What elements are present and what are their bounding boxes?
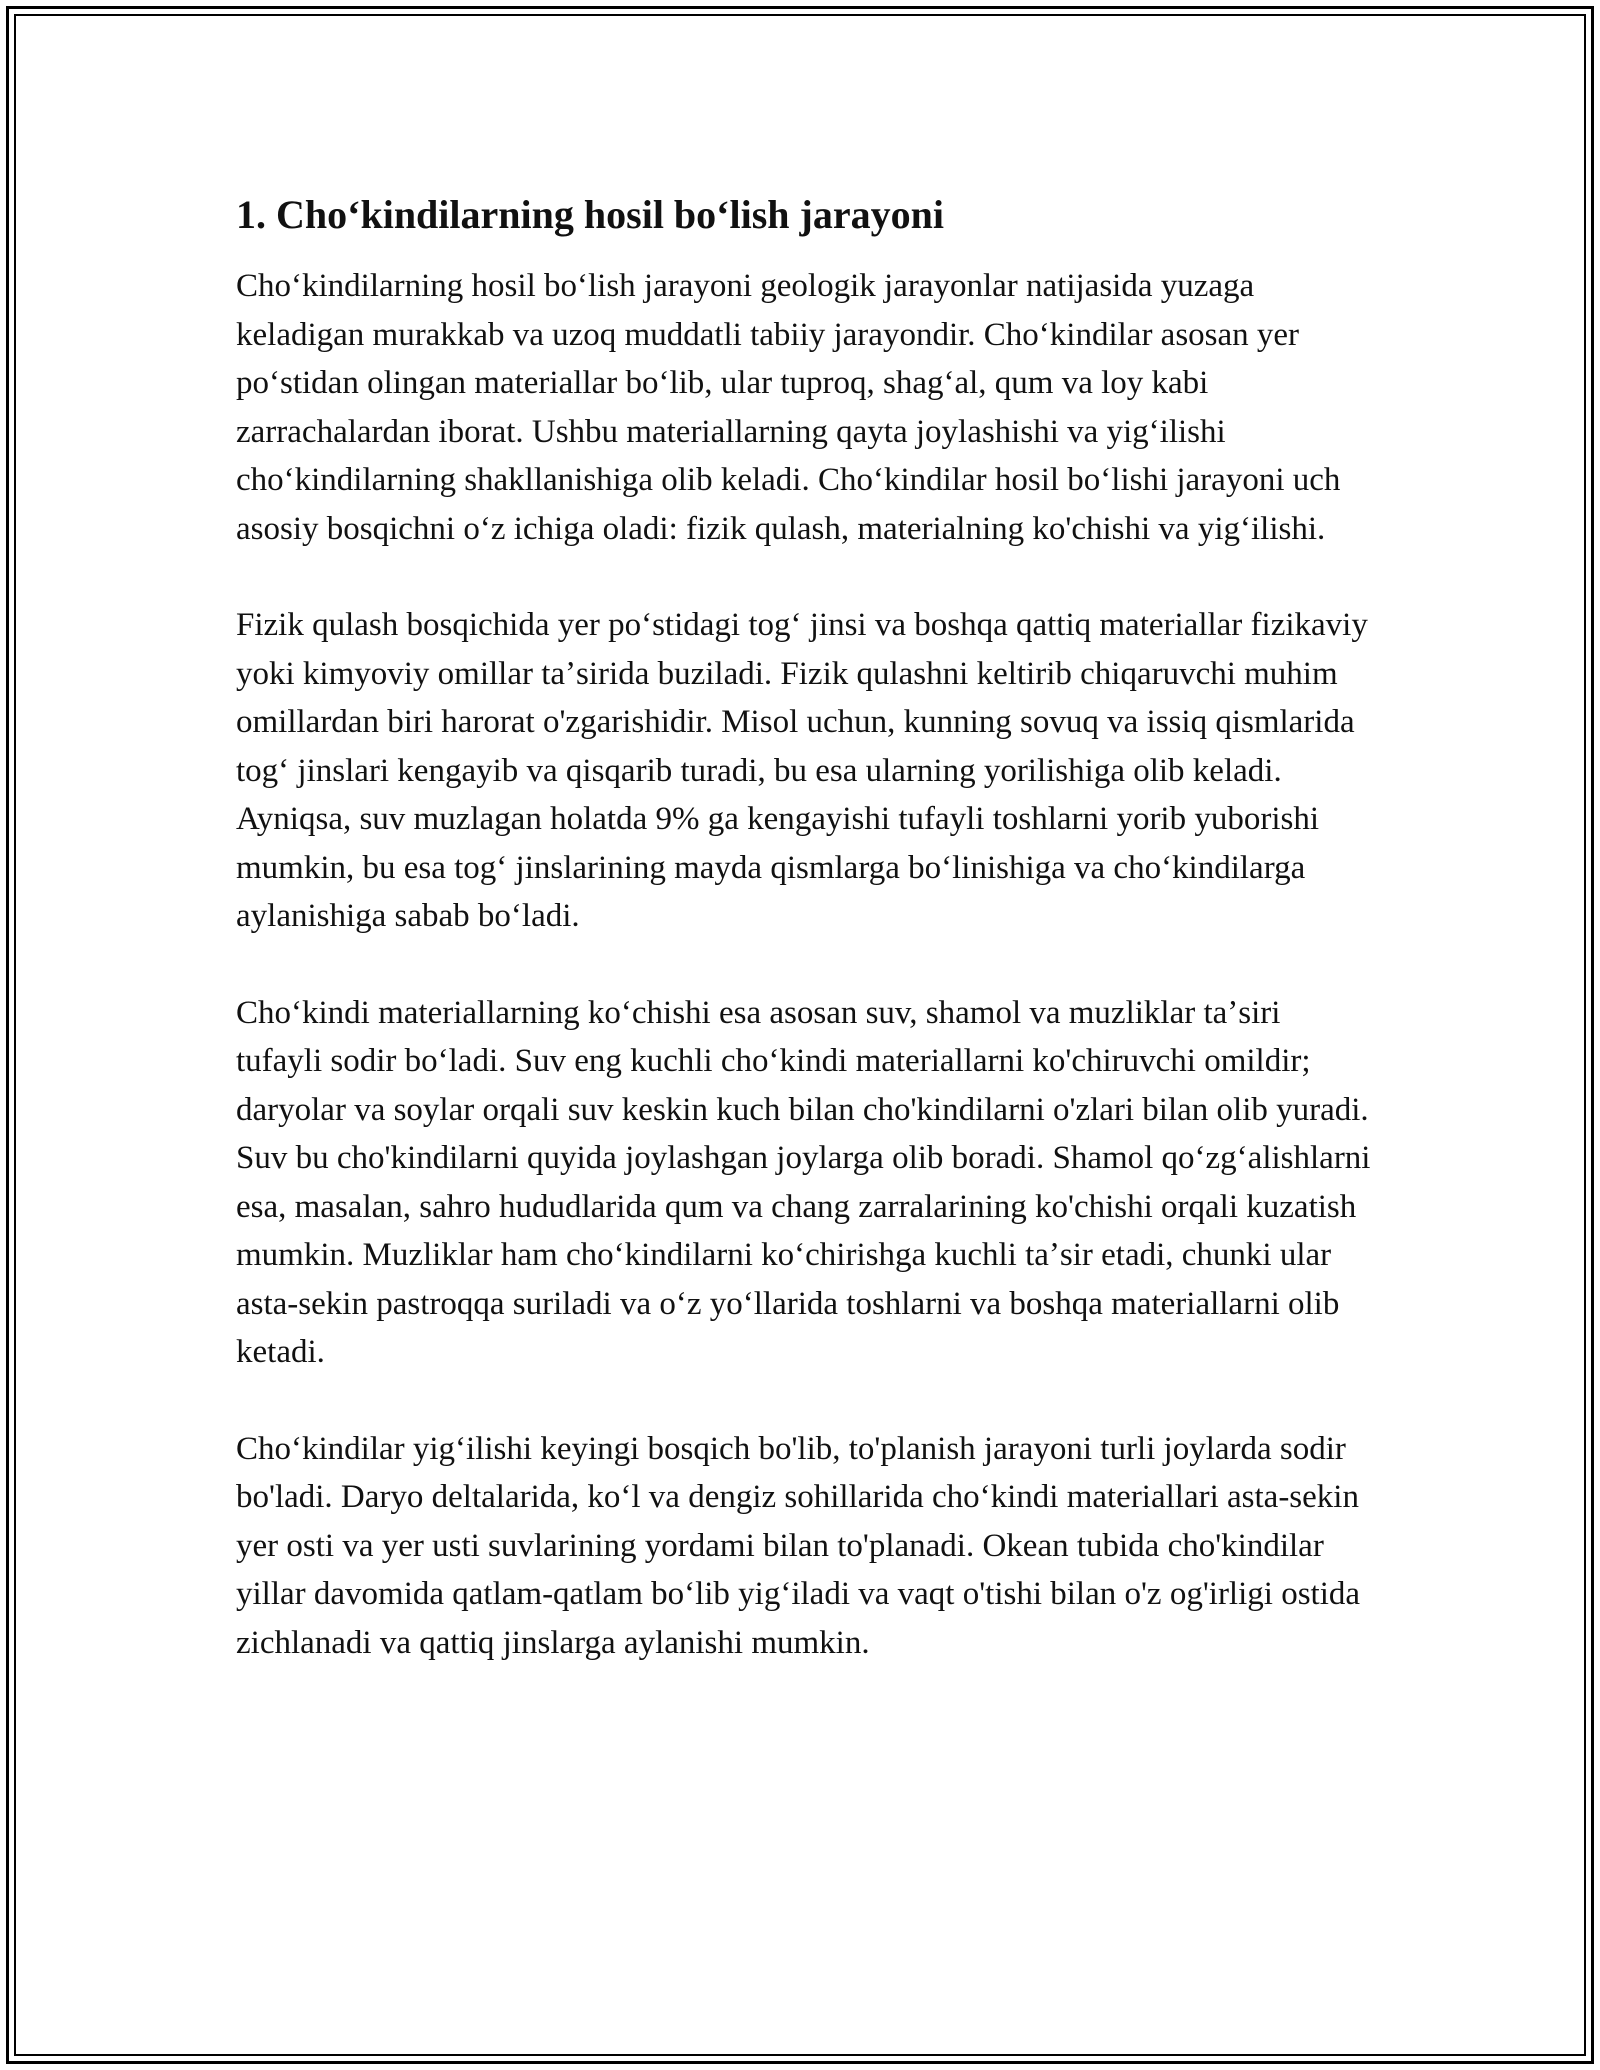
paragraph-3: Choʻkindi materiallarning koʻchishi esa asosan suv, shamol va muzliklar taʼsiri tufayli sodir boʻladi. Suv eng kuchli choʻkindi materiallarni ko'chiruvchi omildir; daryolar va soylar orqali suv keskin kuch bilan cho'kindilarni o'zlari bilan olib yuradi. Suv bu cho'kindilarni quyida joylashgan joylarga olib boradi. Shamol qoʻzgʻalishlarni esa, masalan, sahro hududlarida qum va chang zarralarining ko'chishi orqali kuzatish mumkin. Muzliklar ham choʻkindilarni koʻchirishga kuchli taʼsir etadi, chunki ular asta-sekin pastroqqa suriladi va oʻz yoʻllarida toshlarni va boshqa materiallarni olib ketadi. bbox=[236, 994, 1371, 1370]
paragraph-4: Choʻkindilar yigʻilishi keyingi bosqich bo'lib, to'planish jarayoni turli joylarda sodir bo'ladi. Daryo deltalarida, koʻl va dengiz sohillarida choʻkindi materiallari asta-sekin yer osti va yer usti suvlarining yordami bilan to'planadi. Okean tubida cho'kindilar yillar davomida qatlam-qatlam boʻlib yigʻiladi va vaqt o'tishi bilan o'z og'irligi ostida zichlanadi va qattiq jinslarga aylanishi mumkin. bbox=[236, 1430, 1361, 1661]
paragraph-1: Choʻkindilarning hosil boʻlish jarayoni geologik jarayonlar natijasida yuzaga keladigan murakkab va uzoq muddatli tabiiy jarayondir. Choʻkindilar asosan yer poʻstidan olingan materiallar boʻlib, ular tuproq, shagʻal, qum va loy kabi zarrachalardan iborat. Ushbu materiallarning qayta joylashishi va yigʻilishi choʻkindilarning shakllanishiga olib keladi. Choʻkindilar hosil boʻlishi jarayoni uch asosiy bosqichni oʻz ichiga oladi: fizik qulash, materialning ko'chishi va yigʻilishi. bbox=[236, 268, 1341, 547]
paragraph-2: Fizik qulash bosqichida yer poʻstidagi togʻ jinsi va boshqa qattiq materiallar fizikaviy yoki kimyoviy omillar taʼsirida buziladi. Fizik qulashni keltirib chiqaruvchi muhim omillardan biri harorat o'zgarishidir. Misol uchun, kunning sovuq va issiq qismlarida togʻ jinslari kengayib va qisqarib turadi, bu esa ularning yorilishiga olib keladi. Ayniqsa, suv muzlagan holatda 9% ga kengayishi tufayli toshlarni yorib yuborishi mumkin, bu esa togʻ jinslarining mayda qismlarga boʻlinishiga va choʻkindilarga aylanishiga sabab boʻladi. bbox=[236, 607, 1368, 934]
document-body bbox=[236, 186, 1371, 1715]
section-heading: 1. Choʻkindilarning hosil boʻlish jarayoni bbox=[236, 192, 944, 237]
